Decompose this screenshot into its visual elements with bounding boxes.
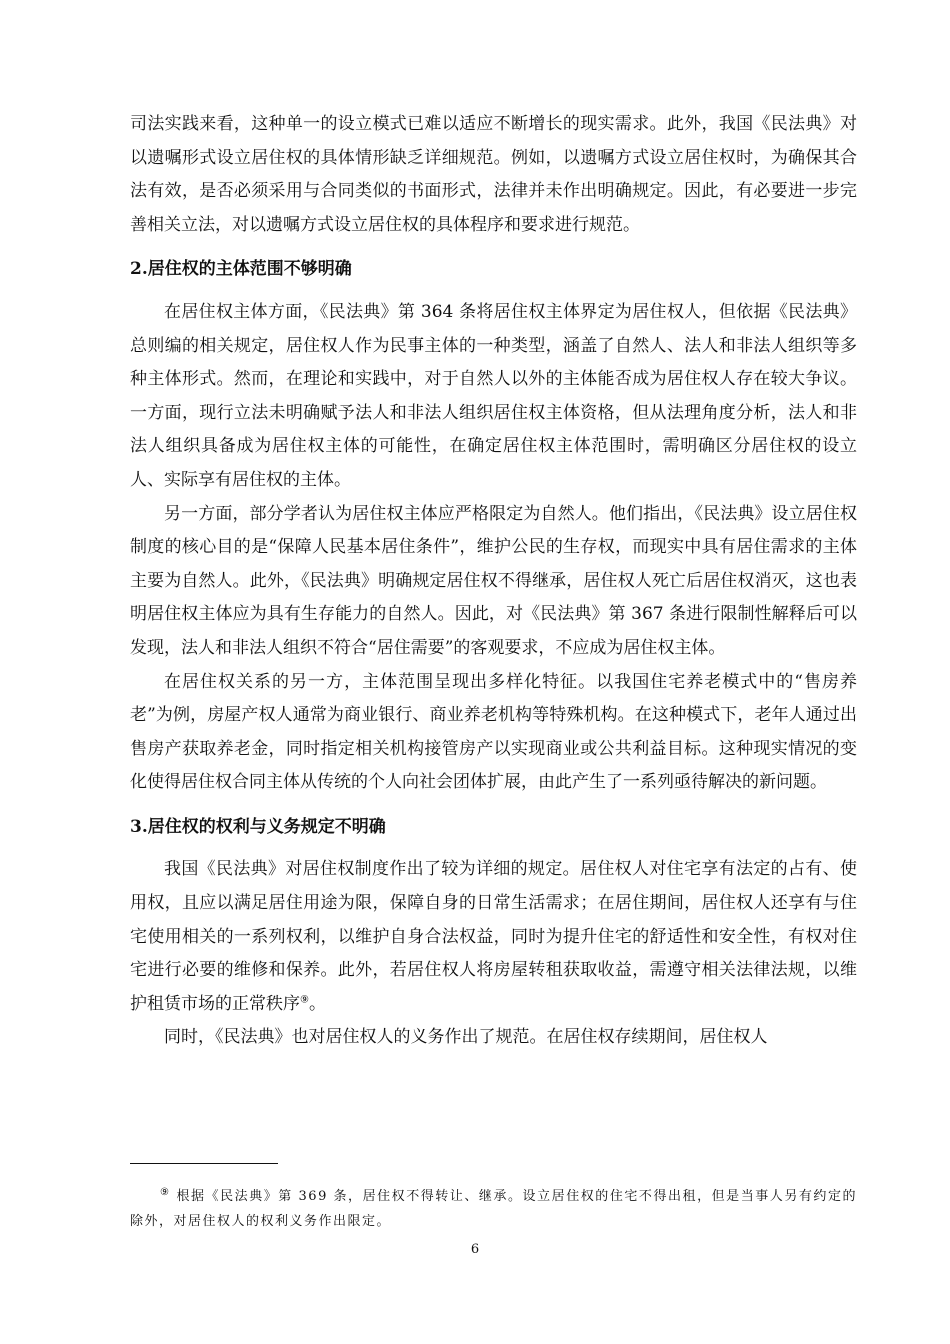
footnote bbox=[130, 1184, 857, 1234]
paragraph-rights-text: 我国《民法典》对居住权制度作出了较为详细的规定。居住权人对住宅享有法定的占有、使用权，且应以满足居住用途为限，保障自身的日常生活需求；在居住期间，居住权人还享有与住宅使用相关的一系列权利，以维护自身合法权益，同时为提升住宅的舒适性和安全性，有权对住宅进行必要的维修和保养。此外，若居住权人将房屋转租获取收益，需遵守相关法律法规，以维护租赁市场的正常秩序 bbox=[130, 859, 857, 1014]
body-text bbox=[130, 108, 857, 1055]
section-heading-2: 2.居住权的主体范围不够明确 bbox=[130, 259, 352, 280]
paragraph-diversified-subjects: 在居住权关系的另一方，主体范围呈现出多样化特征。以我国住宅养老模式中的“售房养老”为例，房屋产权人通常为商业银行、商业养老机构等特殊机构。在这种模式下，老年人通过出售房产获取养老金，同时指定相关机构接管房产以实现商业或公共利益目标。这种现实情况的变化使得居住权合同主体从传统的个人向社会团体扩展，由此产生了一系列亟待解决的新问题。 bbox=[130, 671, 857, 793]
page-number: 6 bbox=[470, 1242, 480, 1257]
footnote-separator bbox=[130, 1163, 278, 1164]
footnote-mark: ⑨ bbox=[160, 1186, 171, 1198]
footnote-text: 根据《民法典》第 369 条，居住权不得转让、继承。设立居住权的住宅不得出租，但是当事人另有约定的除外，对居住权人的权利义务作出限定。 bbox=[130, 1189, 857, 1229]
paragraph-natural-person-view: 另一方面，部分学者认为居住权主体应严格限定为自然人。他们指出，《民法典》设立居住权制度的核心目的是“保障人民基本居住条件”，维护公民的生存权，而现实中具有居住需求的主体主要为自然人。此外，《民法典》明确规定居住权不得继承，居住权人死亡后居住权消灭，这也表明居住权主体应为具有生存能力的自然人。因此，对《民法典》第 367 条进行限制性解释后可以发现，法人和非法人组织不符合“居住需要”的客观要求，不应成为居住权主体。 bbox=[130, 503, 857, 658]
paragraph-rights-end: 。 bbox=[308, 993, 326, 1014]
footnote-reference[interactable]: ⑨ bbox=[300, 994, 309, 1006]
paragraph-obligations: 同时，《民法典》也对居住权人的义务作出了规范。在居住权存续期间，居住权人 bbox=[164, 1027, 768, 1048]
section-heading-3: 3.居住权的权利与义务规定不明确 bbox=[130, 816, 386, 837]
paragraph-rights bbox=[130, 853, 857, 1021]
paragraph-subject-scope: 在居住权主体方面，《民法典》第 364 条将居住权主体界定为居住权人，但依据《民法典》总则编的相关规定，居住权人作为民事主体的一种类型，涵盖了自然人、法人和非法人组织等多种主体形式。然而，在理论和实践中，对于自然人以外的主体能否成为居住权人存在较大争议。一方面，现行立法未明确赋予法人和非法人组织居住权主体资格，但从法理角度分析，法人和非法人组织具备成为居住权主体的可能性，在确定居住权主体范围时，需明确区分居住权的设立人、实际享有居住权的主体。 bbox=[130, 301, 857, 490]
paragraph-continuation: 司法实践来看，这种单一的设立模式已难以适应不断增长的现实需求。此外，我国《民法典》对以遗嘱形式设立居住权的具体情形缺乏详细规范。例如，以遗嘱方式设立居住权时，为确保其合法有效，是否必须采用与合同类似的书面形式，法律并未作出明确规定。因此，有必要进一步完善相关立法，对以遗嘱方式设立居住权的具体程序和要求进行规范。 bbox=[130, 114, 857, 235]
